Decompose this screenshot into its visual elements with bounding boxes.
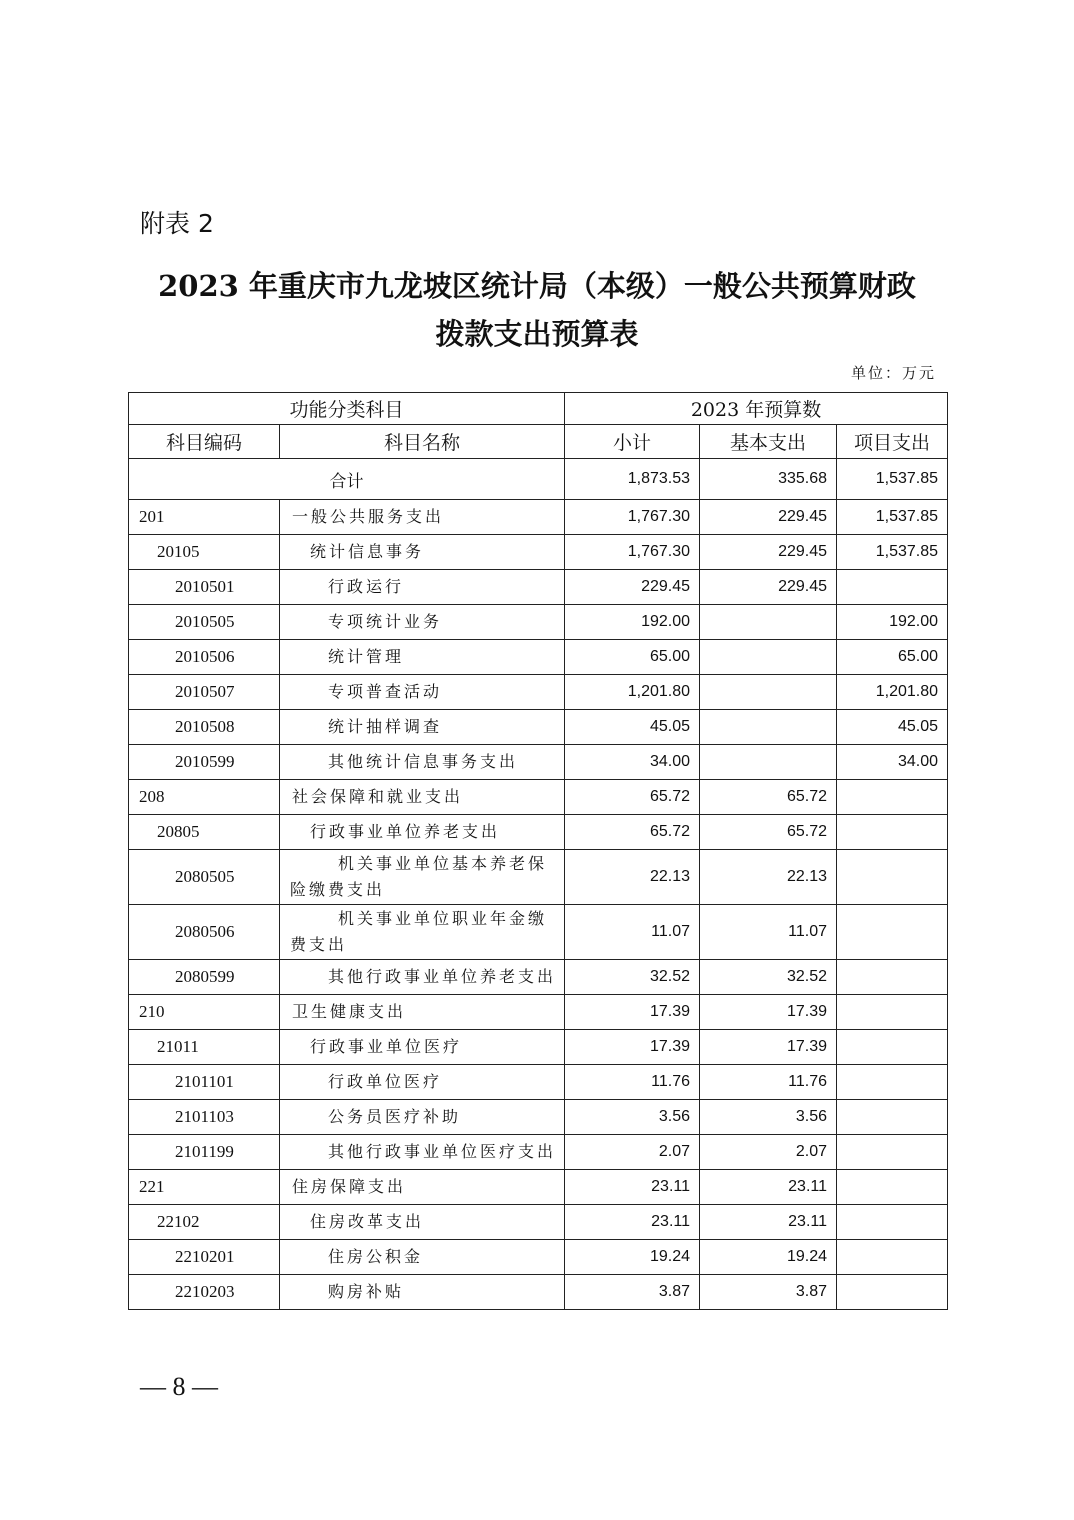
row-basic: 11.76	[700, 1065, 837, 1100]
row-name: 行政单位医疗	[280, 1065, 565, 1100]
table-row	[129, 1275, 948, 1310]
header-basic: 基本支出	[700, 425, 837, 459]
row-basic: 23.11	[700, 1170, 837, 1205]
row-code: 2101103	[129, 1100, 280, 1135]
row-name: 行政事业单位医疗	[280, 1030, 565, 1065]
row-project	[837, 1275, 948, 1310]
row-project	[837, 1205, 948, 1240]
header-subtotal: 小计	[565, 425, 700, 459]
row-code: 22102	[129, 1205, 280, 1240]
row-code: 2010507	[129, 675, 280, 710]
table-row	[129, 850, 948, 905]
row-basic: 3.87	[700, 1275, 837, 1310]
row-code: 2080599	[129, 960, 280, 995]
row-project: 45.05	[837, 710, 948, 745]
table-row	[129, 780, 948, 815]
table-row	[129, 1100, 948, 1135]
row-project	[837, 1240, 948, 1275]
row-subtotal: 23.11	[565, 1205, 700, 1240]
row-project	[837, 850, 948, 905]
row-basic	[700, 710, 837, 745]
row-project: 1,537.85	[837, 500, 948, 535]
header-name: 科目名称	[280, 425, 565, 459]
row-name: 机关事业单位基本养老保险缴费支出	[280, 850, 565, 905]
row-subtotal: 65.72	[565, 815, 700, 850]
row-subtotal: 1,767.30	[565, 500, 700, 535]
row-basic: 65.72	[700, 815, 837, 850]
row-subtotal: 11.76	[565, 1065, 700, 1100]
table-row	[129, 535, 948, 570]
row-name: 住房保障支出	[280, 1170, 565, 1205]
row-code: 2080506	[129, 905, 280, 960]
header-row-group	[129, 393, 948, 425]
row-subtotal: 3.56	[565, 1100, 700, 1135]
row-project	[837, 1170, 948, 1205]
row-code: 2010501	[129, 570, 280, 605]
header-row-columns	[129, 425, 948, 459]
row-code: 20805	[129, 815, 280, 850]
row-basic: 17.39	[700, 1030, 837, 1065]
row-basic: 11.07	[700, 905, 837, 960]
row-project: 65.00	[837, 640, 948, 675]
row-subtotal: 65.00	[565, 640, 700, 675]
table-row	[129, 995, 948, 1030]
row-subtotal: 65.72	[565, 780, 700, 815]
row-basic: 19.24	[700, 1240, 837, 1275]
total-project: 1,537.85	[837, 459, 948, 500]
row-basic: 22.13	[700, 850, 837, 905]
row-subtotal: 192.00	[565, 605, 700, 640]
total-row	[129, 459, 948, 500]
row-subtotal: 17.39	[565, 1030, 700, 1065]
row-name: 卫生健康支出	[280, 995, 565, 1030]
row-subtotal: 19.24	[565, 1240, 700, 1275]
table-row	[129, 815, 948, 850]
row-project: 1,201.80	[837, 675, 948, 710]
row-code: 2210203	[129, 1275, 280, 1310]
row-name: 机关事业单位职业年金缴费支出	[280, 905, 565, 960]
table-row	[129, 1205, 948, 1240]
table-row	[129, 675, 948, 710]
row-name: 行政事业单位养老支出	[280, 815, 565, 850]
row-project	[837, 905, 948, 960]
table-row	[129, 1135, 948, 1170]
row-code: 2010505	[129, 605, 280, 640]
row-project: 192.00	[837, 605, 948, 640]
row-name: 统计抽样调查	[280, 710, 565, 745]
row-code: 2101199	[129, 1135, 280, 1170]
page-number: — 8 —	[140, 1372, 218, 1401]
row-subtotal: 32.52	[565, 960, 700, 995]
header-project: 项目支出	[837, 425, 948, 459]
row-basic: 229.45	[700, 500, 837, 535]
row-name: 公务员医疗补助	[280, 1100, 565, 1135]
row-project	[837, 1030, 948, 1065]
row-code: 20105	[129, 535, 280, 570]
row-code: 21011	[129, 1030, 280, 1065]
table-row	[129, 960, 948, 995]
row-name: 社会保障和就业支出	[280, 780, 565, 815]
table-row	[129, 570, 948, 605]
document-title: 2023 年重庆市九龙坡区统计局（本级）一般公共预算财政	[158, 269, 916, 303]
row-project	[837, 570, 948, 605]
row-name: 统计信息事务	[280, 535, 565, 570]
row-name: 住房改革支出	[280, 1205, 565, 1240]
row-basic: 23.11	[700, 1205, 837, 1240]
row-code: 201	[129, 500, 280, 535]
row-name: 专项统计业务	[280, 605, 565, 640]
row-project	[837, 1065, 948, 1100]
row-basic: 229.45	[700, 535, 837, 570]
row-basic: 2.07	[700, 1135, 837, 1170]
row-code: 2010508	[129, 710, 280, 745]
row-subtotal: 17.39	[565, 995, 700, 1030]
row-basic	[700, 640, 837, 675]
row-subtotal: 3.87	[565, 1275, 700, 1310]
row-basic	[700, 605, 837, 640]
row-project	[837, 1135, 948, 1170]
row-subtotal: 22.13	[565, 850, 700, 905]
row-project	[837, 1100, 948, 1135]
header-code: 科目编码	[129, 425, 280, 459]
row-subtotal: 2.07	[565, 1135, 700, 1170]
row-subtotal: 11.07	[565, 905, 700, 960]
row-project	[837, 960, 948, 995]
row-project: 1,537.85	[837, 535, 948, 570]
row-code: 221	[129, 1170, 280, 1205]
row-code: 2101101	[129, 1065, 280, 1100]
row-project: 34.00	[837, 745, 948, 780]
row-basic: 17.39	[700, 995, 837, 1030]
row-name: 住房公积金	[280, 1240, 565, 1275]
row-subtotal: 34.00	[565, 745, 700, 780]
row-project	[837, 815, 948, 850]
row-subtotal: 23.11	[565, 1170, 700, 1205]
attachment-label: 附表 2	[140, 209, 214, 238]
total-subtotal: 1,873.53	[565, 459, 700, 500]
row-name: 其他统计信息事务支出	[280, 745, 565, 780]
table-row	[129, 1170, 948, 1205]
document-title-line2: 拨款支出预算表	[435, 317, 639, 351]
budget-table	[128, 392, 948, 1310]
row-code: 2010599	[129, 745, 280, 780]
total-basic: 335.68	[700, 459, 837, 500]
table-row	[129, 1065, 948, 1100]
row-project	[837, 780, 948, 815]
table-row	[129, 640, 948, 675]
row-code: 2210201	[129, 1240, 280, 1275]
table-row	[129, 1030, 948, 1065]
row-name: 统计管理	[280, 640, 565, 675]
table-row	[129, 710, 948, 745]
row-name: 专项普查活动	[280, 675, 565, 710]
row-basic: 32.52	[700, 960, 837, 995]
row-basic	[700, 675, 837, 710]
row-name: 购房补贴	[280, 1275, 565, 1310]
row-code: 2010506	[129, 640, 280, 675]
row-name: 一般公共服务支出	[280, 500, 565, 535]
row-subtotal: 45.05	[565, 710, 700, 745]
row-name: 其他行政事业单位养老支出	[280, 960, 565, 995]
table-row	[129, 745, 948, 780]
table-row	[129, 500, 948, 535]
row-code: 2080505	[129, 850, 280, 905]
unit-label: 单位：万元	[850, 364, 936, 382]
header-budget-year: 2023 年预算数	[565, 393, 948, 425]
row-basic: 65.72	[700, 780, 837, 815]
row-basic: 229.45	[700, 570, 837, 605]
row-name: 其他行政事业单位医疗支出	[280, 1135, 565, 1170]
table-row	[129, 1240, 948, 1275]
table-row	[129, 905, 948, 960]
row-project	[837, 995, 948, 1030]
header-function-category: 功能分类科目	[129, 393, 565, 425]
row-code: 210	[129, 995, 280, 1030]
row-name: 行政运行	[280, 570, 565, 605]
row-basic	[700, 745, 837, 780]
table-row	[129, 605, 948, 640]
row-basic: 3.56	[700, 1100, 837, 1135]
total-label: 合计	[129, 459, 565, 500]
row-subtotal: 229.45	[565, 570, 700, 605]
row-code: 208	[129, 780, 280, 815]
row-subtotal: 1,201.80	[565, 675, 700, 710]
row-subtotal: 1,767.30	[565, 535, 700, 570]
